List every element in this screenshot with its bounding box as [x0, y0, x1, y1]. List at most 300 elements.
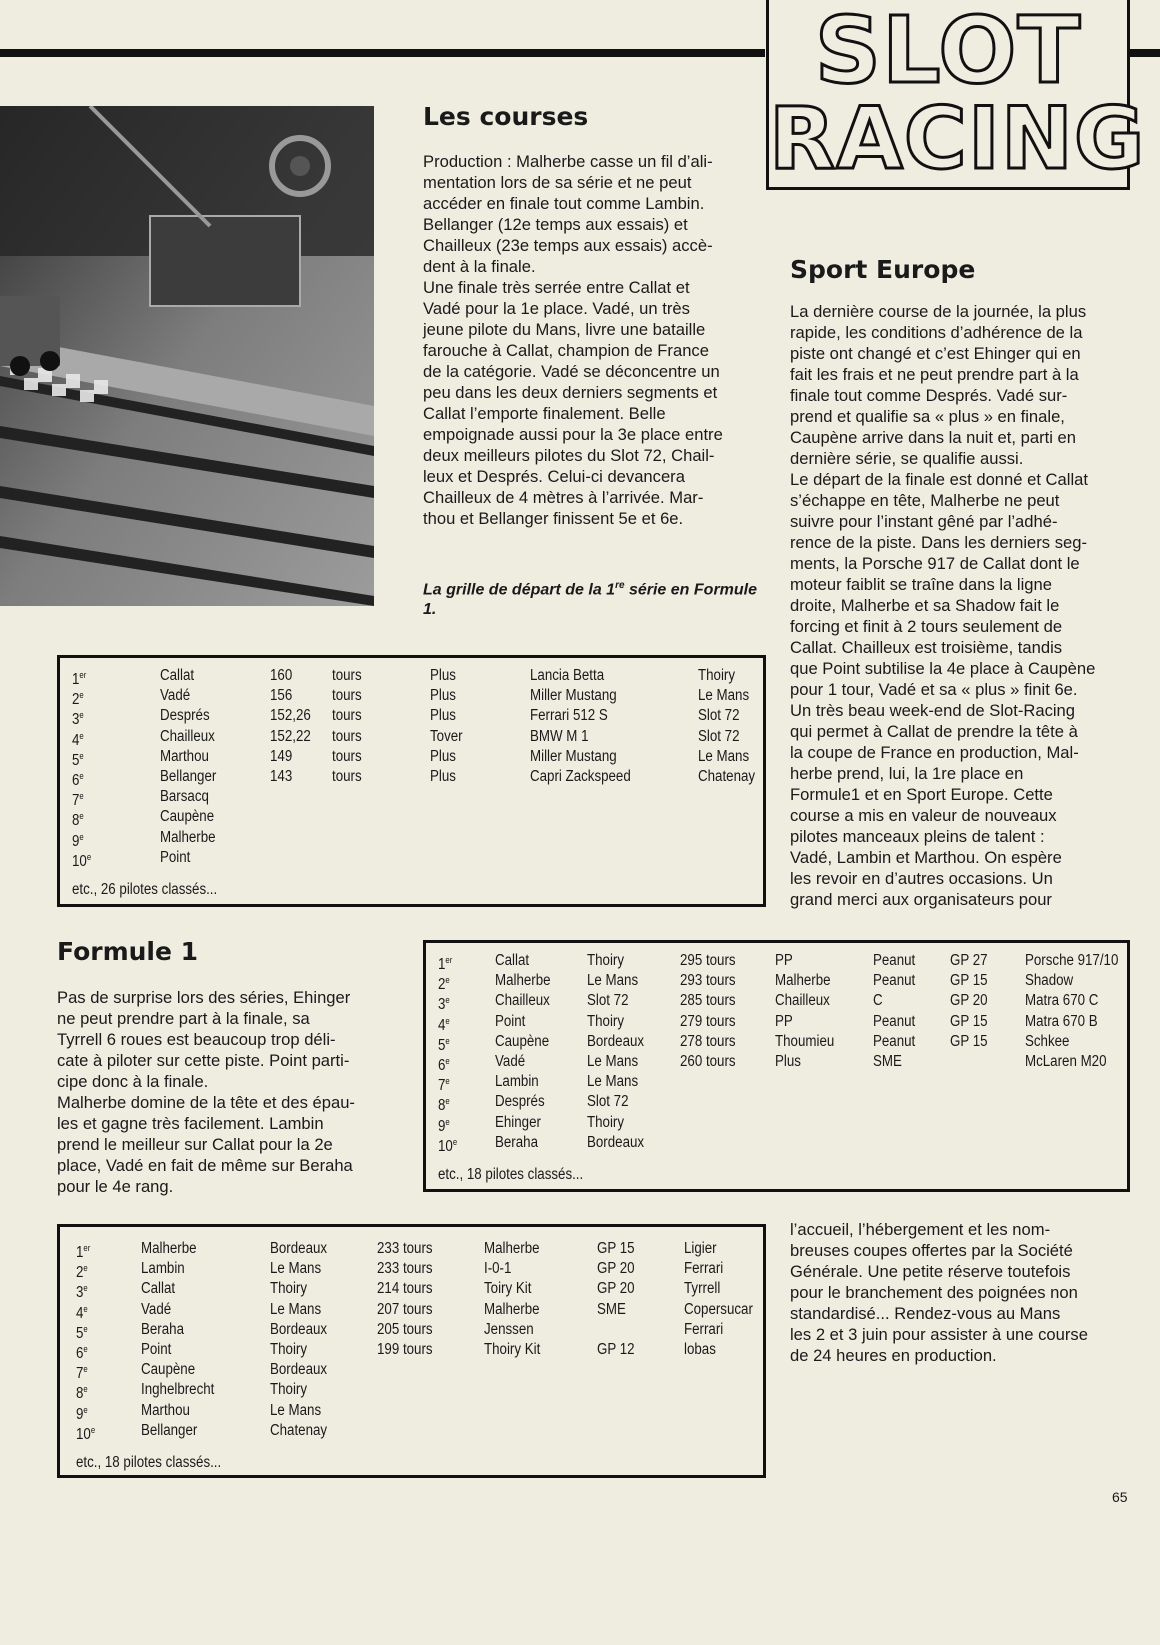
table-cell: GP 15 — [950, 1032, 988, 1050]
table-cell: 149 — [270, 747, 293, 765]
track-photo-illustration — [0, 106, 374, 606]
table-cell: Malherbe — [495, 972, 551, 990]
table-row — [60, 685, 763, 709]
table-cell: Point — [160, 848, 191, 866]
rank-number: 8 — [76, 1385, 84, 1403]
table-row — [426, 1071, 1127, 1095]
logo-line-1: SLOT — [814, 0, 1082, 104]
table-row — [60, 1299, 763, 1320]
rank-number: 2 — [72, 691, 80, 709]
les-courses-heading: Les courses — [423, 102, 589, 131]
table-cell: Inghelbrecht — [141, 1381, 215, 1399]
table-cell: GP 20 — [950, 992, 988, 1010]
rank-number: 6 — [76, 1345, 84, 1363]
table-cell: Peanut — [873, 1012, 916, 1030]
text-line: de 24 heures en production. — [790, 1346, 997, 1365]
rank-suffix: er — [83, 1243, 91, 1253]
text-line: ne peut prendre part à la finale, sa — [57, 1009, 310, 1028]
rank-suffix: e — [79, 690, 84, 701]
text-line: ments, la Porsche 917 de Callat dont le — [790, 554, 1080, 573]
table-cell: Ferrari — [684, 1320, 724, 1338]
table-cell: Marthou — [141, 1401, 190, 1419]
table-row — [60, 1258, 763, 1282]
formule1-text — [57, 987, 397, 1197]
table-cell: Le Mans — [587, 1073, 639, 1091]
table-footer: etc., 18 pilotes classés... — [76, 1454, 222, 1471]
table-cell: Chatenay — [698, 768, 756, 785]
rank-number: 9 — [438, 1117, 446, 1135]
formule1-results-table — [57, 1224, 766, 1478]
table-cell: Malherbe — [484, 1240, 540, 1257]
rank-suffix: e — [79, 811, 84, 822]
rank-suffix: e — [79, 771, 84, 781]
rank-suffix: e — [445, 1096, 450, 1107]
table-row — [60, 1339, 763, 1363]
table-cell: 233 tours — [377, 1260, 433, 1278]
table-cell: 293 tours — [680, 972, 736, 990]
table-cell: Point — [141, 1341, 172, 1358]
table-row — [60, 705, 763, 729]
rank-number: 1 — [76, 1244, 84, 1262]
table-cell: GP 27 — [950, 952, 988, 969]
text-line: Chailleux (23e temps aux essais) accè- — [423, 236, 713, 255]
table-cell: Le Mans — [698, 687, 750, 705]
text-line: finale tout comme Després. Vadé sur- — [790, 386, 1068, 405]
table-cell: Malherbe — [141, 1240, 197, 1257]
table-row — [60, 1359, 763, 1383]
table-cell: Callat — [160, 667, 195, 684]
table-cell: Caupène — [141, 1361, 196, 1379]
text-line: cate à piloter sur cette piste. Point parti- — [57, 1051, 350, 1070]
text-line: jeune pilote du Mans, livre une bataille — [423, 320, 706, 339]
text-line: les 2 et 3 juin pour assister à une course — [790, 1325, 1088, 1344]
rank-suffix: e — [83, 1263, 88, 1274]
sport-europe-continued-text — [790, 1219, 1130, 1366]
table-cell: Matra 670 B — [1025, 1012, 1098, 1030]
table-cell: SME — [597, 1300, 626, 1318]
rank-number: 5 — [438, 1036, 446, 1054]
table-row — [426, 1011, 1127, 1032]
rank-number: 10 — [76, 1425, 91, 1443]
rank-suffix: e — [445, 1035, 450, 1046]
rank-suffix: e — [79, 750, 84, 761]
table-row — [60, 1420, 763, 1441]
table-cell: SME — [873, 1053, 902, 1070]
rank-number: 4 — [438, 1016, 446, 1034]
table-cell: 199 tours — [377, 1341, 433, 1358]
text-line: les revoir en d’autres occasions. Un — [790, 869, 1053, 888]
table-row — [426, 1051, 1127, 1075]
table-footer: etc., 18 pilotes classés... — [438, 1166, 584, 1183]
table-cell: Malherbe — [775, 972, 831, 990]
table-row — [426, 1112, 1127, 1133]
table-cell: 207 tours — [377, 1300, 433, 1318]
rank-number: 9 — [72, 832, 80, 850]
text-line: les et gagne très facilement. Lambin — [57, 1114, 324, 1133]
table-cell: tours — [332, 667, 362, 684]
text-line: La dernière course de la journée, la plus — [790, 302, 1087, 321]
rank-number: 1 — [72, 671, 80, 689]
table-row — [60, 766, 763, 790]
table-row — [60, 665, 763, 689]
text-line: Callat l’emporte finalement. Belle — [423, 404, 666, 423]
rank-number: 5 — [76, 1324, 84, 1342]
table-cell: Malherbe — [160, 828, 216, 846]
table-cell: Ligier — [684, 1240, 717, 1257]
rank-number: 2 — [76, 1264, 84, 1282]
text-line: suivre pour l’instant gêné par l’adhé- — [790, 512, 1058, 531]
table-cell: Thoiry — [587, 952, 625, 969]
text-line: prend et qualifie sa « plus » en finale, — [790, 407, 1065, 426]
rank-suffix: e — [79, 710, 84, 721]
table-cell: GP 12 — [597, 1341, 635, 1358]
table-cell: 233 tours — [377, 1240, 433, 1257]
text-line: prend le meilleur sur Callat pour la 2e — [57, 1135, 333, 1154]
table-cell: Slot 72 — [587, 992, 629, 1010]
table-cell: Plus — [775, 1053, 801, 1070]
rank-number: 7 — [76, 1365, 84, 1383]
text-line: Bellanger (12e temps aux essais) et — [423, 215, 688, 234]
table-cell: Tover — [430, 727, 463, 745]
rank-suffix: e — [83, 1283, 88, 1294]
text-line: Malherbe domine de la tête et des épau- — [57, 1093, 355, 1112]
text-line: accéder en finale tout comme Lambin. — [423, 194, 705, 213]
table-cell: Le Mans — [270, 1260, 322, 1278]
table-cell: tours — [332, 687, 362, 705]
table-row — [60, 806, 763, 830]
table-cell: Thoiry — [270, 1280, 308, 1298]
table-cell: Chailleux — [775, 992, 830, 1010]
text-line: standardisé... Rendez-vous au Mans — [790, 1304, 1061, 1323]
table-row — [60, 1238, 763, 1262]
table-cell: 152,22 — [270, 727, 311, 745]
table-footer: etc., 26 pilotes classés... — [72, 881, 218, 898]
rank-number: 6 — [438, 1057, 446, 1075]
table-cell: Barsacq — [160, 788, 209, 806]
text-line: la coupe de France en production, Mal- — [790, 743, 1079, 762]
table-row — [60, 746, 763, 767]
text-line: empoignade aussi pour la 3e place entre — [423, 425, 723, 444]
table-cell: Thoiry — [698, 667, 736, 684]
table-cell: Caupène — [160, 808, 215, 826]
text-line: l’accueil, l’hébergement et les nom- — [790, 1220, 1051, 1239]
text-line: forcing et finit à 2 tours seulement de — [790, 617, 1063, 636]
rank-suffix: e — [445, 1116, 450, 1127]
table-row — [60, 1319, 763, 1340]
rank-number: 7 — [72, 792, 80, 810]
table-cell: C — [873, 992, 883, 1010]
rank-number: 3 — [438, 996, 446, 1014]
text-line: droite, Malherbe et sa Shadow fait le — [790, 596, 1060, 615]
table-cell: Malherbe — [484, 1300, 540, 1318]
table-cell: Miller Mustang — [530, 687, 617, 705]
table-cell: Plus — [430, 768, 456, 785]
table-cell: Thoiry — [270, 1381, 308, 1399]
rank-cell — [72, 847, 91, 872]
table-cell: Lambin — [141, 1260, 185, 1278]
rank-number: 5 — [72, 751, 80, 769]
table-cell: PP — [775, 1012, 793, 1030]
rank-number: 8 — [438, 1097, 446, 1115]
text-line: deux meilleurs pilotes du Slot 72, Chail- — [423, 446, 715, 465]
table-cell: 295 tours — [680, 952, 736, 969]
table-row — [60, 726, 763, 747]
table-cell: GP 15 — [950, 1012, 988, 1030]
table-row — [426, 1091, 1127, 1115]
table-cell: Le Mans — [270, 1300, 322, 1318]
table-cell: tours — [332, 768, 362, 785]
table-cell: Bordeaux — [270, 1320, 328, 1338]
table-cell: 278 tours — [680, 1032, 736, 1050]
rank-suffix: e — [83, 1364, 88, 1375]
table-cell: Point — [495, 1012, 526, 1030]
table-cell: 152,26 — [270, 707, 311, 725]
rank-suffix: e — [452, 1136, 458, 1147]
table-cell: 160 — [270, 667, 293, 684]
sport-europe-results-table — [423, 940, 1130, 1192]
table-cell: Beraha — [495, 1133, 538, 1151]
table-cell: Vadé — [141, 1300, 172, 1318]
table-cell: Vadé — [160, 687, 191, 705]
table-cell: Matra 670 C — [1025, 992, 1099, 1010]
text-line: pour le 4e rang. — [57, 1177, 174, 1196]
table-row — [60, 1379, 763, 1403]
table-cell: Thoiry — [270, 1341, 308, 1358]
table-cell: Després — [160, 707, 210, 725]
table-cell: Schkee — [1025, 1032, 1070, 1050]
rank-number: 3 — [72, 711, 80, 729]
table-cell: Thoiry — [587, 1113, 625, 1131]
rank-suffix: e — [90, 1424, 96, 1435]
table-cell: Plus — [430, 687, 456, 705]
table-cell: Plus — [430, 707, 456, 725]
text-line: fait les frais et ne peut prendre part à la — [790, 365, 1079, 384]
text-line: Tyrrell 6 roues est beaucoup trop déli- — [57, 1030, 336, 1049]
table-cell: Bordeaux — [270, 1240, 328, 1257]
text-line: Formule1 et en Sport Europe. Cette — [790, 785, 1053, 804]
text-line: herbe prend, lui, la 1re place en — [790, 764, 1024, 783]
table-cell: Ehinger — [495, 1113, 541, 1131]
rank-number: 3 — [76, 1284, 84, 1302]
table-cell: GP 15 — [597, 1240, 635, 1257]
table-cell: Le Mans — [270, 1401, 322, 1419]
table-cell: Peanut — [873, 972, 916, 990]
text-line: mentation lors de sa série et ne peut — [423, 173, 692, 192]
photo-caption — [423, 576, 763, 620]
table-cell: Slot 72 — [698, 707, 740, 725]
table-cell: Chatenay — [270, 1421, 328, 1439]
top-rule-right — [1130, 49, 1160, 57]
table-cell: 279 tours — [680, 1012, 736, 1030]
text-line: peu dans les deux derniers segments et — [423, 383, 718, 402]
slot-racing-logo — [766, 0, 1146, 190]
rank-number: 9 — [76, 1405, 84, 1423]
caption-sup: re — [615, 580, 625, 591]
text-line: pour 1 tour, Vadé et sa « plus » finit 6e. — [790, 680, 1078, 699]
table-cell: 156 — [270, 687, 293, 705]
table-cell: Ferrari — [684, 1260, 724, 1278]
rank-cell — [438, 1132, 457, 1157]
rank-suffix: e — [83, 1323, 88, 1334]
rank-number: 6 — [72, 772, 80, 790]
table-row — [426, 950, 1127, 974]
rank-suffix: e — [83, 1404, 88, 1415]
table-cell: tours — [332, 707, 362, 725]
table-cell: Capri Zackspeed — [530, 768, 631, 785]
table-cell: Bellanger — [141, 1421, 198, 1439]
text-line: Pas de surprise lors des séries, Ehinger — [57, 988, 351, 1007]
table-cell: Marthou — [160, 747, 209, 765]
table-cell: PP — [775, 952, 793, 969]
text-line: place, Vadé en fait de même sur Beraha — [57, 1156, 353, 1175]
table-cell: GP 20 — [597, 1280, 635, 1298]
table-cell: Peanut — [873, 1032, 916, 1050]
text-line: moteur faiblit se traîne dans la ligne — [790, 575, 1052, 594]
text-line: Callat. Chailleux est troisième, tandis — [790, 638, 1063, 657]
table-cell: Porsche 917/10 — [1025, 952, 1119, 969]
rank-number: 4 — [72, 731, 80, 749]
sport-europe-text — [790, 301, 1130, 910]
text-line: Le départ de la finale est donné et Callat — [790, 470, 1088, 489]
table-cell: 260 tours — [680, 1053, 736, 1070]
table-cell: lobas — [684, 1341, 716, 1358]
table-cell: Thoumieu — [775, 1032, 835, 1050]
table-cell: Beraha — [141, 1320, 184, 1338]
text-line: Générale. Une petite réserve toutefois — [790, 1262, 1071, 1281]
table-row — [60, 827, 763, 848]
table-cell: Plus — [430, 667, 456, 684]
table-cell: Vadé — [495, 1053, 526, 1070]
rank-suffix: e — [445, 995, 450, 1006]
rank-number: 10 — [72, 852, 87, 870]
table-row — [60, 786, 763, 810]
table-cell: GP 20 — [597, 1260, 635, 1278]
table-cell: 205 tours — [377, 1320, 433, 1338]
les-courses-text — [423, 151, 763, 529]
rank-suffix: e — [445, 1015, 450, 1026]
rank-suffix: er — [79, 670, 87, 680]
text-line: que Point subtilise la 4e place à Caupène — [790, 659, 1096, 678]
table-cell: Shadow — [1025, 972, 1074, 990]
text-line: Production : Malherbe casse un fil d’ali- — [423, 152, 713, 171]
table-cell: Jenssen — [484, 1320, 534, 1338]
table-cell: Callat — [495, 952, 530, 969]
table-cell: McLaren M20 — [1025, 1053, 1107, 1070]
text-line: farouche à Callat, champion de France — [423, 341, 709, 360]
rank-suffix: er — [445, 955, 453, 965]
text-line: Vadé pour la 1e place. Vadé, un très — [423, 299, 690, 318]
table-cell: 214 tours — [377, 1280, 433, 1298]
sport-europe-heading: Sport Europe — [790, 255, 976, 284]
text-line: cipe donc à la finale. — [57, 1072, 209, 1091]
caption-text-end: série en Formule 1. — [423, 581, 758, 619]
top-rule — [0, 49, 765, 57]
table-cell: Copersucar — [684, 1300, 753, 1318]
rank-suffix: e — [79, 730, 84, 741]
text-line: Une finale très serrée entre Callat et — [423, 278, 690, 297]
table-cell: Miller Mustang — [530, 747, 617, 765]
table-row — [60, 1278, 763, 1302]
table-row — [426, 1031, 1127, 1052]
table-cell: Després — [495, 1093, 545, 1111]
rank-suffix: e — [83, 1384, 88, 1395]
rank-suffix: e — [445, 975, 450, 986]
text-line: Caupène arrive dans la nuit et, parti en — [790, 428, 1076, 447]
table-row — [60, 847, 763, 868]
production-results-table — [57, 655, 766, 907]
text-line: thou et Bellanger finissent 5e et 6e. — [423, 509, 684, 528]
table-cell: Toiry Kit — [484, 1280, 532, 1298]
table-row — [60, 1400, 763, 1421]
formule1-heading: Formule 1 — [57, 937, 199, 966]
text-line: de la catégorie. Vadé se déconcentre un — [423, 362, 720, 381]
rank-number: 2 — [438, 976, 446, 994]
table-cell: Bordeaux — [587, 1133, 645, 1151]
text-line: qui permet à Callat de prendre la tête à — [790, 722, 1078, 741]
table-cell: Le Mans — [587, 972, 639, 990]
table-cell: tours — [332, 727, 362, 745]
table-cell: Le Mans — [587, 1053, 639, 1070]
text-line: leux et Després. Celui-ci devancera — [423, 467, 685, 486]
table-cell: Bellanger — [160, 768, 217, 785]
rank-suffix: e — [83, 1344, 88, 1354]
text-line: pour le branchement des poignées non — [790, 1283, 1078, 1302]
table-cell: Thoiry — [587, 1012, 625, 1030]
rank-number: 10 — [438, 1137, 453, 1155]
text-line: dent à la finale. — [423, 257, 536, 276]
table-cell: Ferrari 512 S — [530, 707, 608, 725]
table-cell: Bordeaux — [587, 1032, 645, 1050]
table-cell: GP 15 — [950, 972, 988, 990]
text-line: dernière série, se qualifie aussi. — [790, 449, 1024, 468]
text-line: grand merci aux organisateurs pour — [790, 890, 1052, 909]
caption-text-start: La grille de départ de la 1 — [423, 581, 616, 599]
table-cell: Thoiry Kit — [484, 1341, 541, 1358]
table-cell: Caupène — [495, 1032, 550, 1050]
text-line: course a mis en valeur de nouveaux — [790, 806, 1057, 825]
table-cell: Slot 72 — [698, 727, 740, 745]
text-line: rence de la piste. Dans les derniers seg- — [790, 533, 1087, 552]
table-cell: Le Mans — [698, 747, 750, 765]
table-cell: Lancia Betta — [530, 667, 605, 684]
rank-cell — [76, 1420, 95, 1445]
text-line: breuses coupes offertes par la Société — [790, 1241, 1073, 1260]
table-cell: I-0-1 — [484, 1260, 512, 1278]
table-row — [426, 970, 1127, 994]
table-cell: BMW M 1 — [530, 727, 589, 745]
rank-suffix: e — [445, 1076, 450, 1087]
table-cell: Lambin — [495, 1073, 539, 1091]
text-line: rapide, les conditions d’adhérence de la — [790, 323, 1083, 342]
text-line: piste ont changé et c’est Ehinger qui en — [790, 344, 1081, 363]
rank-number: 7 — [438, 1077, 446, 1095]
rank-suffix: e — [86, 851, 92, 862]
track-photo — [0, 106, 374, 606]
text-line: s’échappe en tête, Malherbe ne peut — [790, 491, 1060, 510]
rank-number: 1 — [438, 956, 446, 974]
table-row — [426, 1132, 1127, 1153]
table-cell: Slot 72 — [587, 1093, 629, 1111]
page-number: 65 — [1112, 1489, 1128, 1505]
table-cell: Chailleux — [495, 992, 550, 1010]
rank-number: 4 — [76, 1304, 84, 1322]
rank-suffix: e — [83, 1303, 88, 1314]
rank-number: 8 — [72, 812, 80, 830]
table-cell: tours — [332, 747, 362, 765]
table-cell: Peanut — [873, 952, 916, 969]
table-cell: Bordeaux — [270, 1361, 328, 1379]
text-line: pilotes manceaux pleins de talent : — [790, 827, 1045, 846]
